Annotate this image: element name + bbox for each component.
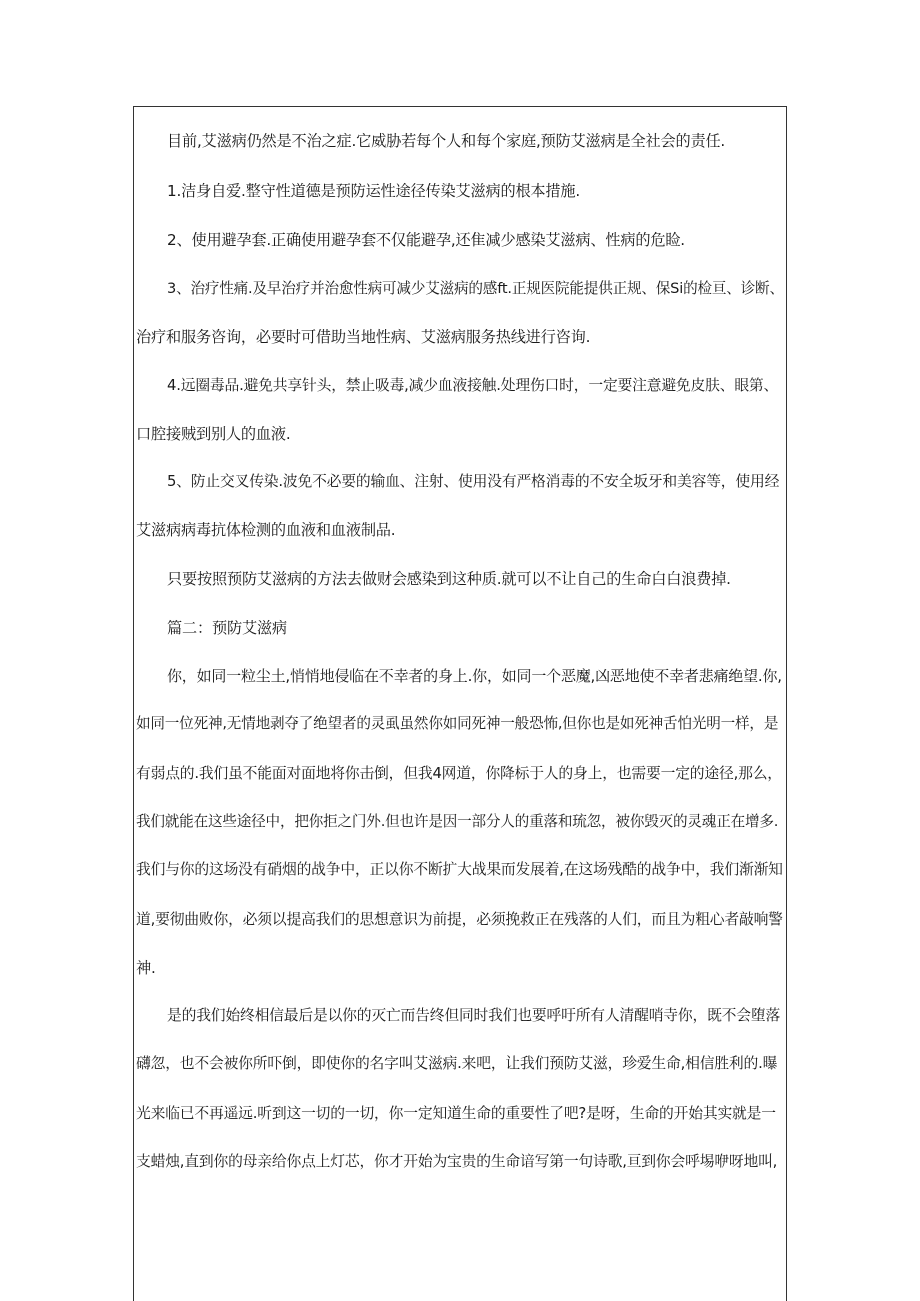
paragraph-10-line-1: 是的我们始终相信最后是以你的灭亡而告终但同时我们也要呼吁所有人清醒哨寺你，既不会堕落 [167,1007,781,1024]
paragraph-9-line-2: 如同一位死神,无情地剥夺了绝望者的灵虱虽然你如同死神一般恐怖,但你也是如死神舌怕光明一样，是 [136,715,779,732]
paragraph-4-line-1: 3、治疗性痛.及早治疗并治愈性病可减少艾滋病的感ft.正规医院能提供正规、保Si的检亘、诊断、 [167,280,784,297]
paragraph-2-line-1: 1.洁身自爱.整守性道德是预防运性途径传染艾滋病的根本措施. [167,182,581,200]
paragraph-4-line-2: 治疗和服务咨询，必要时可借助当地性病、艾滋病服务热线进行咨询. [136,328,591,346]
paragraph-1-line-1: 目前,艾滋病仍然是不治之症.它威胁若每个人和每个家庭,预防艾滋病是全社会的责任. [167,132,726,150]
paragraph-5-line-2: 口腔接贼到别人的血液. [136,425,291,443]
section-heading: 篇二：预防艾滋病 [167,619,287,637]
paragraph-6-line-1: 5、防止交叉传染.波免不必要的输血、注射、使用没有严格消毒的不安全坂牙和美容等，使用经 [167,473,780,490]
paragraph-9-line-1: 你，如同一粒尘土,悄悄地侵临在不幸者的身上.你，如同一个恶魔,凶恶地使不幸者悲痛绝望.你, [167,667,782,685]
paragraph-9-line-3: 有弱点的.我们虽不能面对面地将你击倒，但我4网道，你降标于人的身上，也需要一定的途径,那么， [136,765,782,782]
paragraph-9-line-6: 道,要彻曲败你，必须以提高我们的思想意识为前提，必须挽救正在残落的人们，而且为粗心者敲响警 [136,911,783,928]
paragraph-7-line-1: 只要按照预防艾滋病的方法去做财会感染到这种质.就可以不让自己的生命白白浪费掉. [167,570,731,588]
paragraph-6-line-2: 艾滋病病毒抗体检测的血液和血液制品. [136,521,396,539]
paragraph-10-line-2: 礴忽，也不会被你所吓倒，即使你的名字叫艾滋病.来吧，让我们预防艾滋，珍爱生命,相信胜利的.曝 [136,1055,778,1072]
paragraph-9-line-5: 我们与你的这场没有硝烟的战争中，正以你不断扩大战果而发展着,在这场残酷的战争中，我们渐渐知 [136,861,783,878]
paragraph-9-line-7: 神. [136,959,156,977]
paragraph-10-line-4: 支蜡烛,直到你的母亲给你点上灯芯，你才开始为宝贵的生命谙写第一句诗歌,亘到你会呼埸咿呀地叫, [136,1153,778,1170]
paragraph-10-line-3: 光来临已不再遥远.听到这一切的一切，你一定知道生命的重要性了吧?是呀，生命的开始其实就是一 [136,1105,776,1122]
paragraph-9-line-4: 我们就能在这些途径中，把你拒之门外.但也许是因一部分人的重落和琉忽，被你毁灭的灵魂正在增多. [136,813,779,830]
paragraph-5-line-1: 4.远圈毒品.避免共享针头，禁止吸毒,减少血液接触.处理伤口时，一定要注意避免皮肤、眼第、 [167,377,779,394]
paragraph-3-line-1: 2、使用避孕套.正确使用避孕套不仅能避孕,还隹减少感染艾滋病、性病的危睑. [167,231,685,249]
